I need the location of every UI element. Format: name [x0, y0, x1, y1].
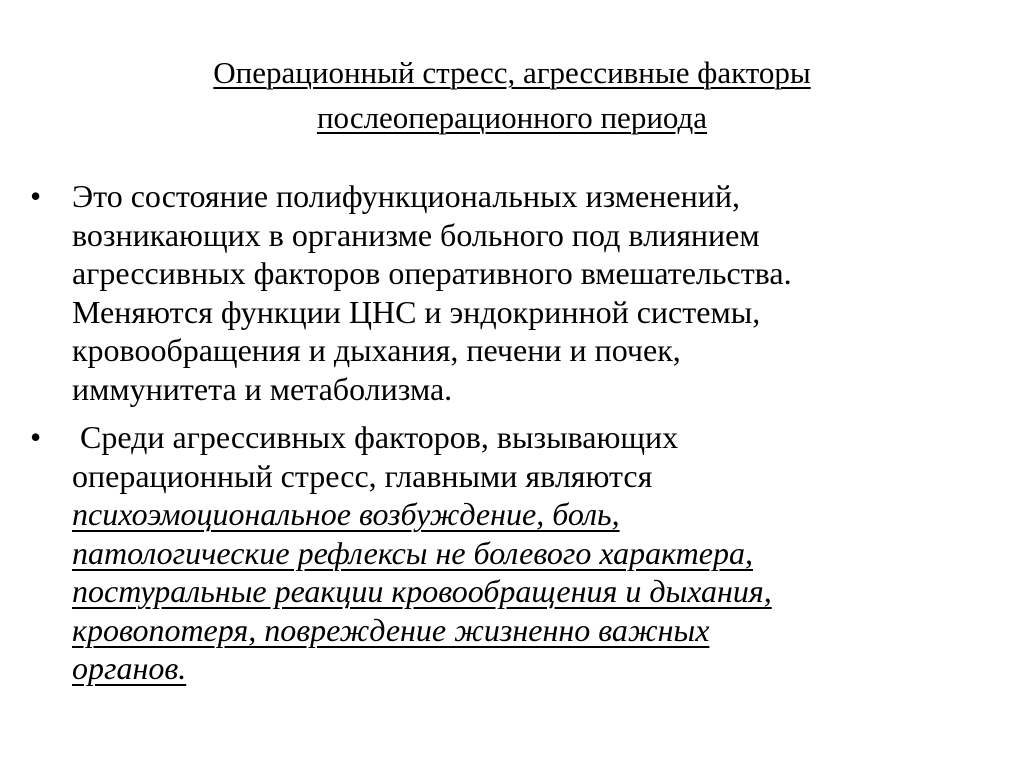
bullet-text-line: агрессивных факторов оперативного вмешательства.	[72, 255, 792, 291]
bullet-list	[0, 177, 1024, 688]
bullet-text-line: иммунитета и метаболизма.	[72, 370, 453, 407]
emphasis-line	[72, 649, 972, 688]
bullet-item-definition	[0, 177, 972, 408]
emphasis-line	[72, 534, 972, 573]
bullet-item-factors	[0, 418, 972, 688]
emphasis-line	[72, 572, 972, 611]
title-line: послеоперационного периода	[316, 100, 708, 135]
slide-title	[60, 50, 964, 140]
bullet-text-line: кровообращения и дыхания, печени и почек,	[72, 332, 681, 368]
bullet-text-line: Среди агрессивных факторов, вызывающих	[72, 419, 679, 455]
bullet-text-line: Это состояние полифункциональных изменений,	[72, 178, 740, 214]
emphasis-text: кровопотеря, повреждение жизненно важных	[72, 611, 710, 648]
emphasis-line	[72, 611, 972, 650]
bullet-text-line: Меняются функции ЦНС и эндокринной системы,	[72, 293, 761, 330]
bullet-text-line: возникающих в организме больного под влиянием	[72, 216, 760, 253]
emphasis-text: органов.	[72, 650, 187, 686]
bullet-text-line: операционный стресс, главными являются	[72, 457, 653, 494]
emphasis-text: психоэмоциональное возбуждение, боль,	[72, 496, 620, 532]
title-line: Операционный стресс, агрессивные факторы	[213, 55, 811, 90]
emphasis-text: патологические рефлексы не болевого характера,	[72, 534, 753, 571]
emphasis-text: постуральные реакции кровообращения и дыхания,	[72, 573, 772, 609]
emphasis-line	[72, 495, 972, 534]
bullet-icon: •	[30, 419, 42, 455]
bullet-icon: •	[30, 178, 42, 214]
